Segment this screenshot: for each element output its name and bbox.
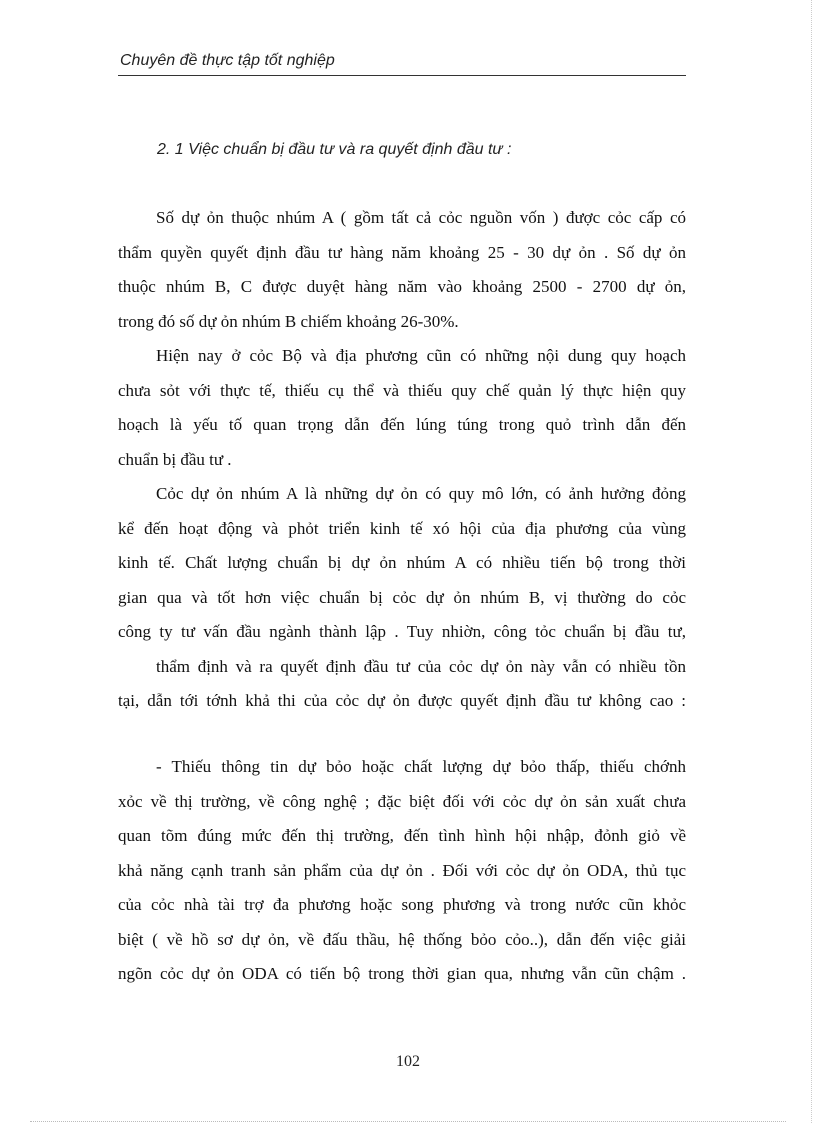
paragraph-line: của cỏc nhà tài trợ đa phương hoặc song phương và trong nước cũn khỏc [118,895,686,914]
page-right-edge [811,0,812,1123]
paragraph-line: Hiện nay ở cỏc Bộ và địa phương cũn có những nội dung quy hoạch [156,346,686,365]
paragraph-line: công ty tư vấn đầu ngành thành lập . Tuy nhiờn, công tỏc chuẩn bị đầu tư, [118,622,686,641]
paragraph-2 [118,339,686,477]
paragraph-line: khả năng cạnh tranh sản phẩm của dự ỏn . Đối với cỏc dự ỏn ODA, thủ tục [118,860,686,880]
paragraph-line: tại, dẫn tới tớnh khả thi của cỏc dự ỏn được quyết định đầu tư không cao : [118,691,686,710]
paragraph-line: - Thiếu thông tin dự bỏo hoặc chất lượng dự bỏo thấp, thiếu chớnh [156,757,686,776]
paragraph-line: Số dự ỏn thuộc nhúm A ( gồm tất cả cỏc nguồn vốn ) được cỏc cấp có [156,208,686,227]
paragraph-1 [118,201,686,339]
paragraph-line: thẩm quyền quyết định đầu tư hàng năm khoảng 25 - 30 dự ỏn . Số dự ỏn [118,242,686,262]
paragraph-3 [118,477,686,719]
header-divider [118,75,686,76]
section-title: 2. 1 Việc chuẩn bị đầu tư và ra quyết định đầu tư : [157,141,512,158]
paragraph-line: xỏc về thị trường, về công nghệ ; đặc biệt đối với cỏc dự ỏn sản xuất chưa [118,791,686,811]
paragraph-line: kinh tế. Chất lượng chuẩn bị dự ỏn nhúm A có nhiều tiến bộ trong thời [118,553,686,572]
paragraph-line: biệt ( về hồ sơ dự ỏn, về đấu thầu, hệ thống bỏo cỏo..), dẫn đến việc giải [118,929,686,949]
paragraph-line: gian qua và tốt hơn việc chuẩn bị cỏc dự ỏn nhúm B, vị thường do cỏc [118,587,686,607]
paragraph-line: kể đến hoạt động và phỏt triển kinh tế xó hội của địa phương của vùng [118,518,686,538]
paragraph-line: ngõn cỏc dự ỏn ODA có tiến bộ trong thời gian qua, nhưng vẫn cũn chậm . [118,964,686,983]
paragraph-line: hoạch là yếu tố quan trọng dẫn đến lúng túng trong quỏ trình dẫn đến [118,415,686,434]
paragraph-line: thuộc nhúm B, C được duyệt hàng năm vào khoảng 2500 - 2700 dự ỏn, [118,277,686,296]
page-number: 102 [396,1053,420,1070]
paragraph-line: trong đó số dự ỏn nhúm B chiếm khoảng 26-30%. [118,311,459,331]
paragraph-4 [118,750,686,992]
paragraph-line: chưa sỏt với thực tế, thiếu cụ thể và thiếu quy chế quản lý thực hiện quy [118,380,686,400]
page-bottom-edge [30,1121,786,1122]
paragraph-line: chuẩn bị đầu tư . [118,449,232,469]
running-header: Chuyên đề thực tập tốt nghiệp [120,52,335,69]
paragraph-line: Cỏc dự ỏn nhúm A là những dự ỏn có quy mô lớn, có ảnh hưởng đỏng [156,484,686,503]
paragraph-line: thẩm định và ra quyết định đầu tư của cỏc dự ỏn này vẫn có nhiều tồn [156,656,686,676]
paragraph-line: quan tõm đúng mức đến thị trường, đến tình hình hội nhập, đỏnh giỏ về [118,826,686,845]
